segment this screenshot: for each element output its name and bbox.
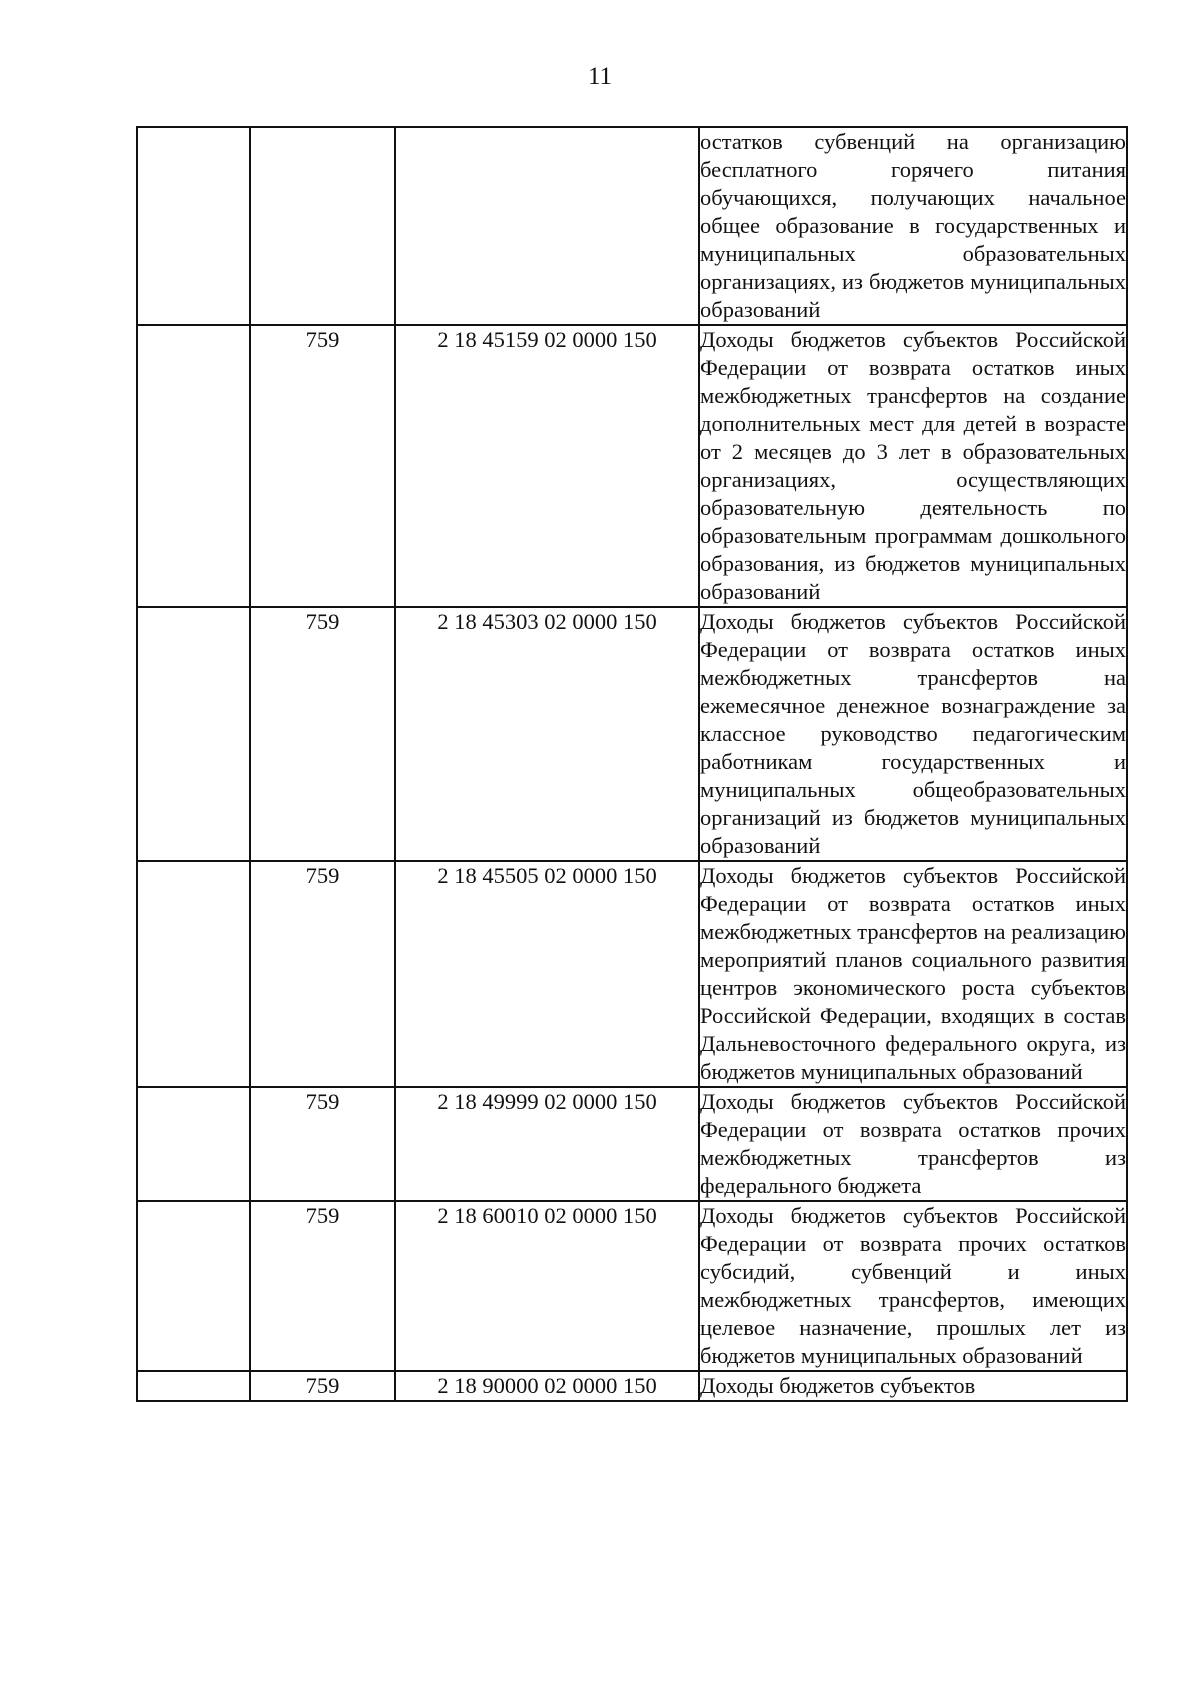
row-number-cell [137,861,250,1087]
row-number-cell [137,1371,250,1401]
budget-code-cell: 2 18 45303 02 0000 150 [395,607,699,861]
budget-classification-table [136,126,1128,1402]
admin-code-cell: 759 [250,1087,395,1201]
admin-code-cell: 759 [250,607,395,861]
description-cell: Доходы бюджетов субъектов Российской Федерации от возврата остатков прочих межбюджетных трансфертов из федерального бюджета [699,1087,1127,1201]
table-row [137,1087,1127,1201]
row-number-cell [137,1201,250,1371]
table-row [137,325,1127,607]
admin-code-cell: 759 [250,1201,395,1371]
budget-code-cell: 2 18 45159 02 0000 150 [395,325,699,607]
description-cell: Доходы бюджетов субъектов Российской Федерации от возврата остатков иных межбюджетных трансфертов на реализацию мероприятий планов социального развития центров экономического роста субъектов Российской Федерации, входящих в состав Дальневосточного федерального округа, из бюджетов муниципальных образований [699,861,1127,1087]
description-cell: Доходы бюджетов субъектов Российской Федерации от возврата остатков иных межбюджетных трансфертов на ежемесячное денежное вознаграждение за классное руководство педагогическим работникам государственных и муниципальных общеобразовательных организаций из бюджетов муниципальных образований [699,607,1127,861]
row-number-cell [137,1087,250,1201]
admin-code-cell: 759 [250,325,395,607]
description-cell: Доходы бюджетов субъектов Российской Федерации от возврата остатков иных межбюджетных трансфертов на создание дополнительных мест для детей в возрасте от 2 месяцев до 3 лет в образовательных организациях, осуществляющих образовательную деятельность по образовательным программам дошкольного образования, из бюджетов муниципальных образований [699,325,1127,607]
budget-code-cell: 2 18 45505 02 0000 150 [395,861,699,1087]
row-number-cell [137,127,250,325]
row-number-cell [137,607,250,861]
budget-code-cell: 2 18 90000 02 0000 150 [395,1371,699,1401]
admin-code-cell [250,127,395,325]
budget-code-cell [395,127,699,325]
description-cell: Доходы бюджетов субъектов Российской Федерации от возврата прочих остатков субсидий, субвенций и иных межбюджетных трансфертов, имеющих целевое назначение, прошлых лет из бюджетов муниципальных образований [699,1201,1127,1371]
budget-code-cell: 2 18 49999 02 0000 150 [395,1087,699,1201]
row-number-cell [137,325,250,607]
page-number: 11 [587,63,613,90]
table-row [137,1371,1127,1401]
table-row [137,127,1127,325]
table-row [137,1201,1127,1371]
description-cell: Доходы бюджетов субъектов [699,1371,1127,1401]
description-cell: остатков субвенций на организацию бесплатного горячего питания обучающихся, получающих начальное общее образование в государственных и муниципальных образовательных организациях, из бюджетов муниципальных образований [699,127,1127,325]
table-row [137,607,1127,861]
table-row [137,861,1127,1087]
budget-code-cell: 2 18 60010 02 0000 150 [395,1201,699,1371]
admin-code-cell: 759 [250,861,395,1087]
admin-code-cell: 759 [250,1371,395,1401]
